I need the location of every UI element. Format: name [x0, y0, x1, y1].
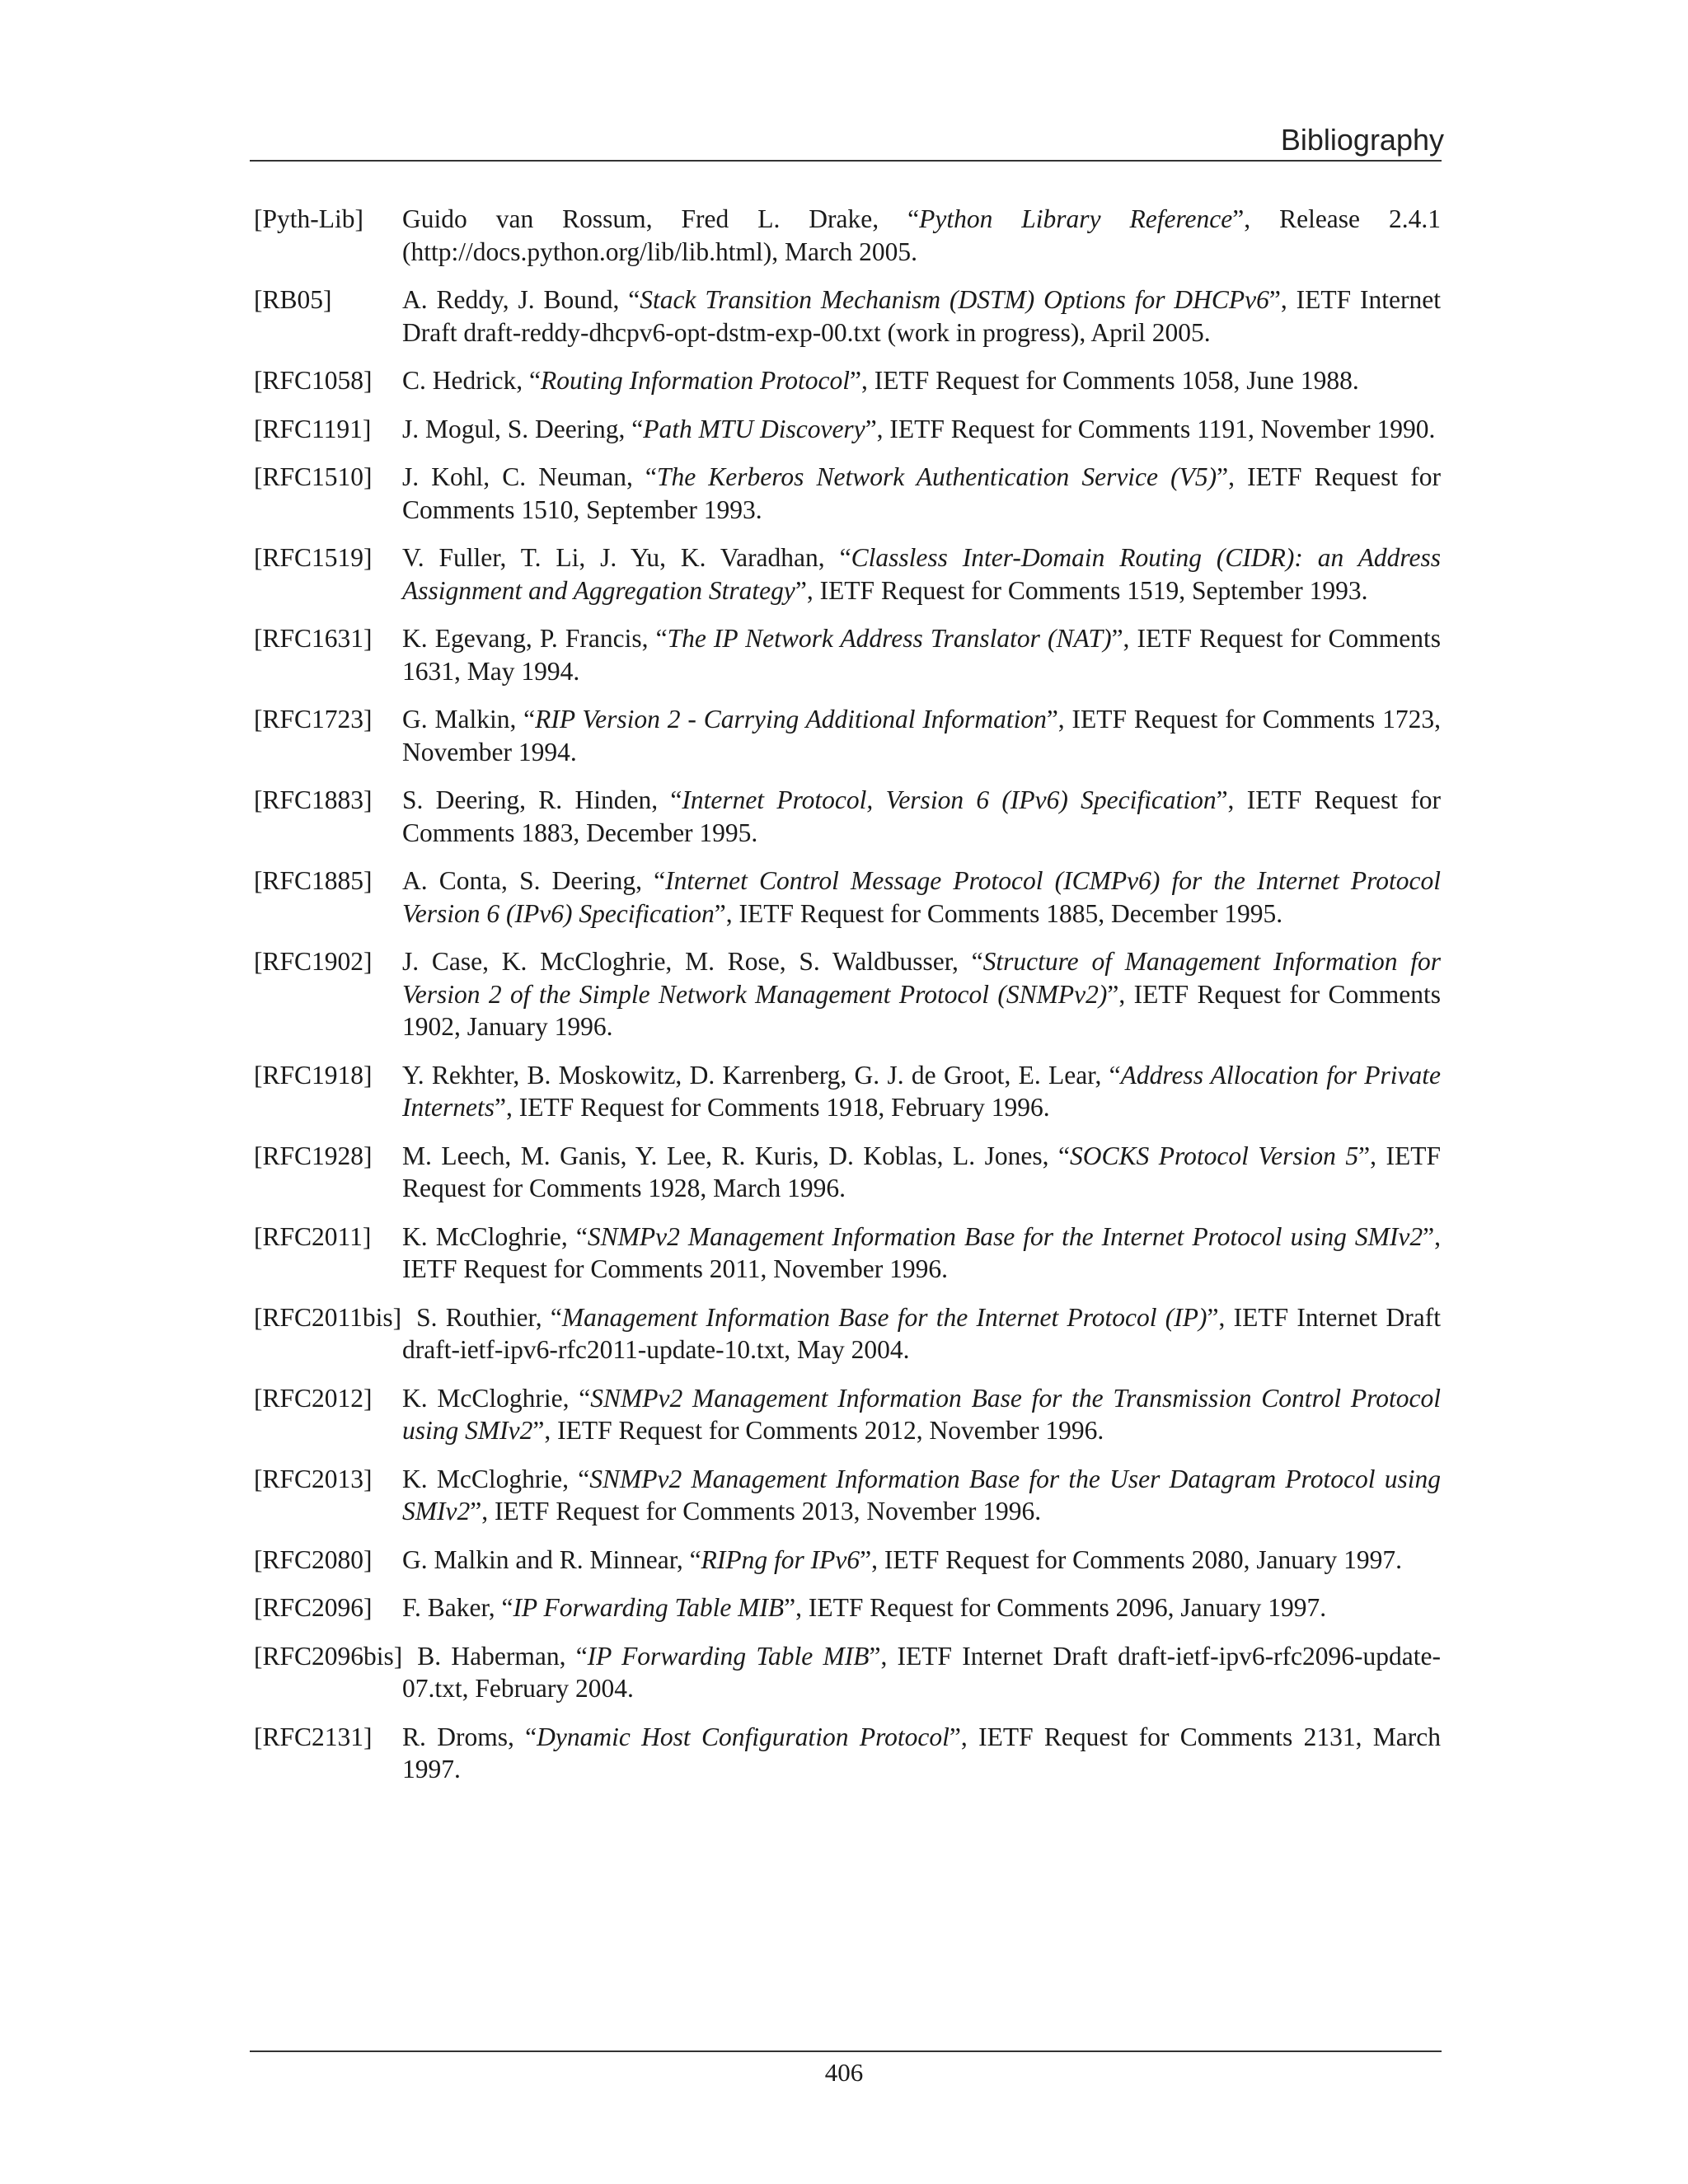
citation-text: Guido van Rossum, Fred L. Drake, “Python Library Reference”, Release 2.4.1 (http://docs.python.org/lib/lib.html), March 2005. — [402, 204, 1441, 266]
bibliography-entry — [254, 1382, 1441, 1447]
citation-title: The IP Network Address Translator (NAT) — [667, 624, 1112, 653]
bibliography-entry — [254, 413, 1441, 446]
citation-title: RIP Version 2 - Carrying Additional Information — [535, 705, 1047, 733]
citation-key: [RFC2096bis] — [254, 1641, 403, 1671]
citation-key: [RFC1631] — [254, 624, 373, 653]
citation-text: V. Fuller, T. Li, J. Yu, K. Varadhan, “Classless Inter-Domain Routing (CIDR): an Address Assignment and Aggregation Strategy”, IETF Request for Comments 1519, September 1993. — [402, 543, 1441, 605]
citation-title: SNMPv2 Management Information Base for the Transmission Control Protocol using SMIv2 — [402, 1383, 1441, 1445]
citation-text: M. Leech, M. Ganis, Y. Lee, R. Kuris, D. Koblas, L. Jones, “SOCKS Protocol Version 5”, IETF Request for Comments 1928, March 1996. — [402, 1141, 1441, 1202]
bibliography-entry — [254, 1721, 1441, 1786]
header-divider — [250, 160, 1442, 162]
footer-divider — [250, 2050, 1442, 2052]
citation-title: IP Forwarding Table MIB — [513, 1593, 785, 1622]
bibliography-entry — [254, 284, 1441, 349]
bibliography-entry — [254, 622, 1441, 687]
citation-text: A. Reddy, J. Bound, “Stack Transition Mechanism (DSTM) Options for DHCPv6”, IETF Internet Draft draft-reddy-dhcpv6-opt-dstm-exp-00.txt (work in progress), April 2005. — [402, 285, 1441, 347]
bibliography-entry — [254, 1059, 1441, 1124]
citation-text: G. Malkin and R. Minnear, “RIPng for IPv6”, IETF Request for Comments 2080, January 1997. — [402, 1544, 1403, 1574]
citation-text: K. Egevang, P. Francis, “The IP Network Address Translator (NAT)”, IETF Request for Comments 1631, May 1994. — [402, 624, 1441, 686]
citation-key: [RFC2080] — [254, 1544, 373, 1574]
citation-text: J. Case, K. McCloghrie, M. Rose, S. Waldbusser, “Structure of Management Information for Version 2 of the Simple Network Management Protocol (SNMPv2)”, IETF Request for Comments 1902, January 1996. — [402, 947, 1442, 1041]
bibliography-entry — [254, 1463, 1441, 1528]
bibliography-entry — [254, 1301, 1441, 1366]
page-number: 406 — [824, 2058, 864, 2087]
citation-title: The Kerberos Network Authentication Service (V5) — [656, 462, 1217, 491]
citation-key: [RFC1928] — [254, 1141, 373, 1170]
bibliography-entry — [254, 203, 1441, 268]
page-header-title: Bibliography — [1280, 123, 1444, 157]
bibliography-entry — [254, 784, 1441, 849]
citation-title: RIPng for IPv6 — [701, 1544, 860, 1574]
citation-text: C. Hedrick, “Routing Information Protocol”, IETF Request for Comments 1058, June 1988. — [402, 366, 1359, 395]
citation-title: Path MTU Discovery — [643, 414, 865, 443]
citation-key: [RFC1885] — [254, 866, 373, 895]
citation-text: S. Routhier, “Management Information Base for the Internet Protocol (IP)”, IETF Internet Draft draft-ietf-ipv6-rfc2011-update-10.txt, May 2004. — [402, 1302, 1441, 1364]
citation-text: J. Kohl, C. Neuman, “The Kerberos Network Authentication Service (V5)”, IETF Request for Comments 1510, September 1993. — [402, 462, 1442, 524]
citation-text: K. McCloghrie, “SNMPv2 Management Information Base for the Transmission Control Protocol using SMIv2”, IETF Request for Comments 2012, November 1996. — [402, 1383, 1441, 1445]
citation-key: [RFC2013] — [254, 1464, 373, 1493]
citation-key: [RFC1723] — [254, 705, 373, 733]
citation-text: A. Conta, S. Deering, “Internet Control Message Protocol (ICMPv6) for the Internet Protocol Version 6 (IPv6) Specification”, IETF Request for Comments 1885, December 1995. — [402, 866, 1441, 928]
citation-title: Dynamic Host Configuration Protocol — [537, 1722, 950, 1751]
citation-key: [RFC1883] — [254, 785, 373, 814]
citation-title: Python Library Reference — [919, 204, 1233, 233]
citation-title: Internet Control Message Protocol (ICMPv6) for the Internet Protocol Version 6 (IPv6) Specification — [402, 866, 1441, 928]
citation-title: Management Information Base for the Internet Protocol (IP) — [561, 1302, 1207, 1332]
citation-title: Structure of Management Information for Version 2 of the Simple Network Management Protocol (SNMPv2) — [402, 947, 1442, 1009]
bibliography-entry — [254, 541, 1441, 607]
citation-key: [RFC2096] — [254, 1593, 373, 1622]
citation-text: J. Mogul, S. Deering, “Path MTU Discovery”, IETF Request for Comments 1191, November 1990. — [402, 414, 1436, 443]
citation-key: [RFC1058] — [254, 366, 373, 395]
citation-key: [RFC1918] — [254, 1060, 373, 1090]
citation-text: S. Deering, R. Hinden, “Internet Protocol, Version 6 (IPv6) Specification”, IETF Request for Comments 1883, December 1995. — [402, 785, 1441, 847]
citation-key: [RFC1191] — [254, 414, 372, 443]
citation-key: [RFC2011] — [254, 1221, 372, 1251]
citation-text: Y. Rekhter, B. Moskowitz, D. Karrenberg, G. J. de Groot, E. Lear, “Address Allocation for Private Internets”, IETF Request for Comments 1918, February 1996. — [402, 1060, 1441, 1122]
citation-text: B. Haberman, “IP Forwarding Table MIB”, IETF Internet Draft draft-ietf-ipv6-rfc2096-update-07.txt, February 2004. — [402, 1641, 1441, 1703]
citation-key: [RFC2012] — [254, 1383, 373, 1413]
citation-key: [RB05] — [254, 285, 332, 314]
citation-text: R. Droms, “Dynamic Host Configuration Protocol”, IETF Request for Comments 2131, March 1997. — [402, 1722, 1441, 1783]
citation-key: [RFC1519] — [254, 543, 373, 572]
citation-title: Address Allocation for Private Internets — [402, 1060, 1441, 1122]
bibliography-entry — [254, 703, 1441, 768]
citation-key: [RFC2131] — [254, 1722, 373, 1751]
citation-key: [RFC1902] — [254, 947, 373, 976]
citation-key: [Pyth-Lib] — [254, 204, 363, 233]
citation-text: K. McCloghrie, “SNMPv2 Management Information Base for the Internet Protocol using SMIv2”, IETF Request for Comments 2011, November 1996. — [402, 1221, 1441, 1283]
bibliography-entry — [254, 1140, 1441, 1205]
bibliography-entry — [254, 364, 1441, 397]
bibliography-entry — [254, 1221, 1441, 1286]
citation-title: SOCKS Protocol Version 5 — [1070, 1141, 1359, 1170]
bibliography-entry — [254, 1640, 1441, 1705]
bibliography-entry — [254, 1544, 1441, 1577]
citation-title: IP Forwarding Table MIB — [587, 1641, 870, 1671]
citation-title: SNMPv2 Management Information Base for the User Datagram Protocol using SMIv2 — [402, 1464, 1441, 1526]
citation-text: F. Baker, “IP Forwarding Table MIB”, IETF Request for Comments 2096, January 1997. — [402, 1593, 1327, 1622]
citation-title: Classless Inter-Domain Routing (CIDR): an Address Assignment and Aggregation Strategy — [402, 543, 1441, 605]
citation-key: [RFC2011bis] — [254, 1302, 402, 1332]
citation-title: Routing Information Protocol — [540, 366, 851, 395]
bibliography-entry — [254, 1591, 1441, 1624]
citation-title: SNMPv2 Management Information Base for the Internet Protocol using SMIv2 — [587, 1221, 1423, 1251]
citation-text: K. McCloghrie, “SNMPv2 Management Information Base for the User Datagram Protocol using SMIv2”, IETF Request for Comments 2013, November 1996. — [402, 1464, 1441, 1526]
bibliography-list — [254, 203, 1441, 1802]
bibliography-entry — [254, 865, 1441, 930]
citation-title: Stack Transition Mechanism (DSTM) Options for DHCPv6 — [640, 285, 1269, 314]
citation-title: Internet Protocol, Version 6 (IPv6) Specification — [682, 785, 1217, 814]
bibliography-entry — [254, 945, 1441, 1043]
bibliography-entry — [254, 461, 1441, 526]
citation-key: [RFC1510] — [254, 462, 373, 491]
citation-text: G. Malkin, “RIP Version 2 - Carrying Additional Information”, IETF Request for Comments 1723, November 1994. — [402, 705, 1441, 766]
